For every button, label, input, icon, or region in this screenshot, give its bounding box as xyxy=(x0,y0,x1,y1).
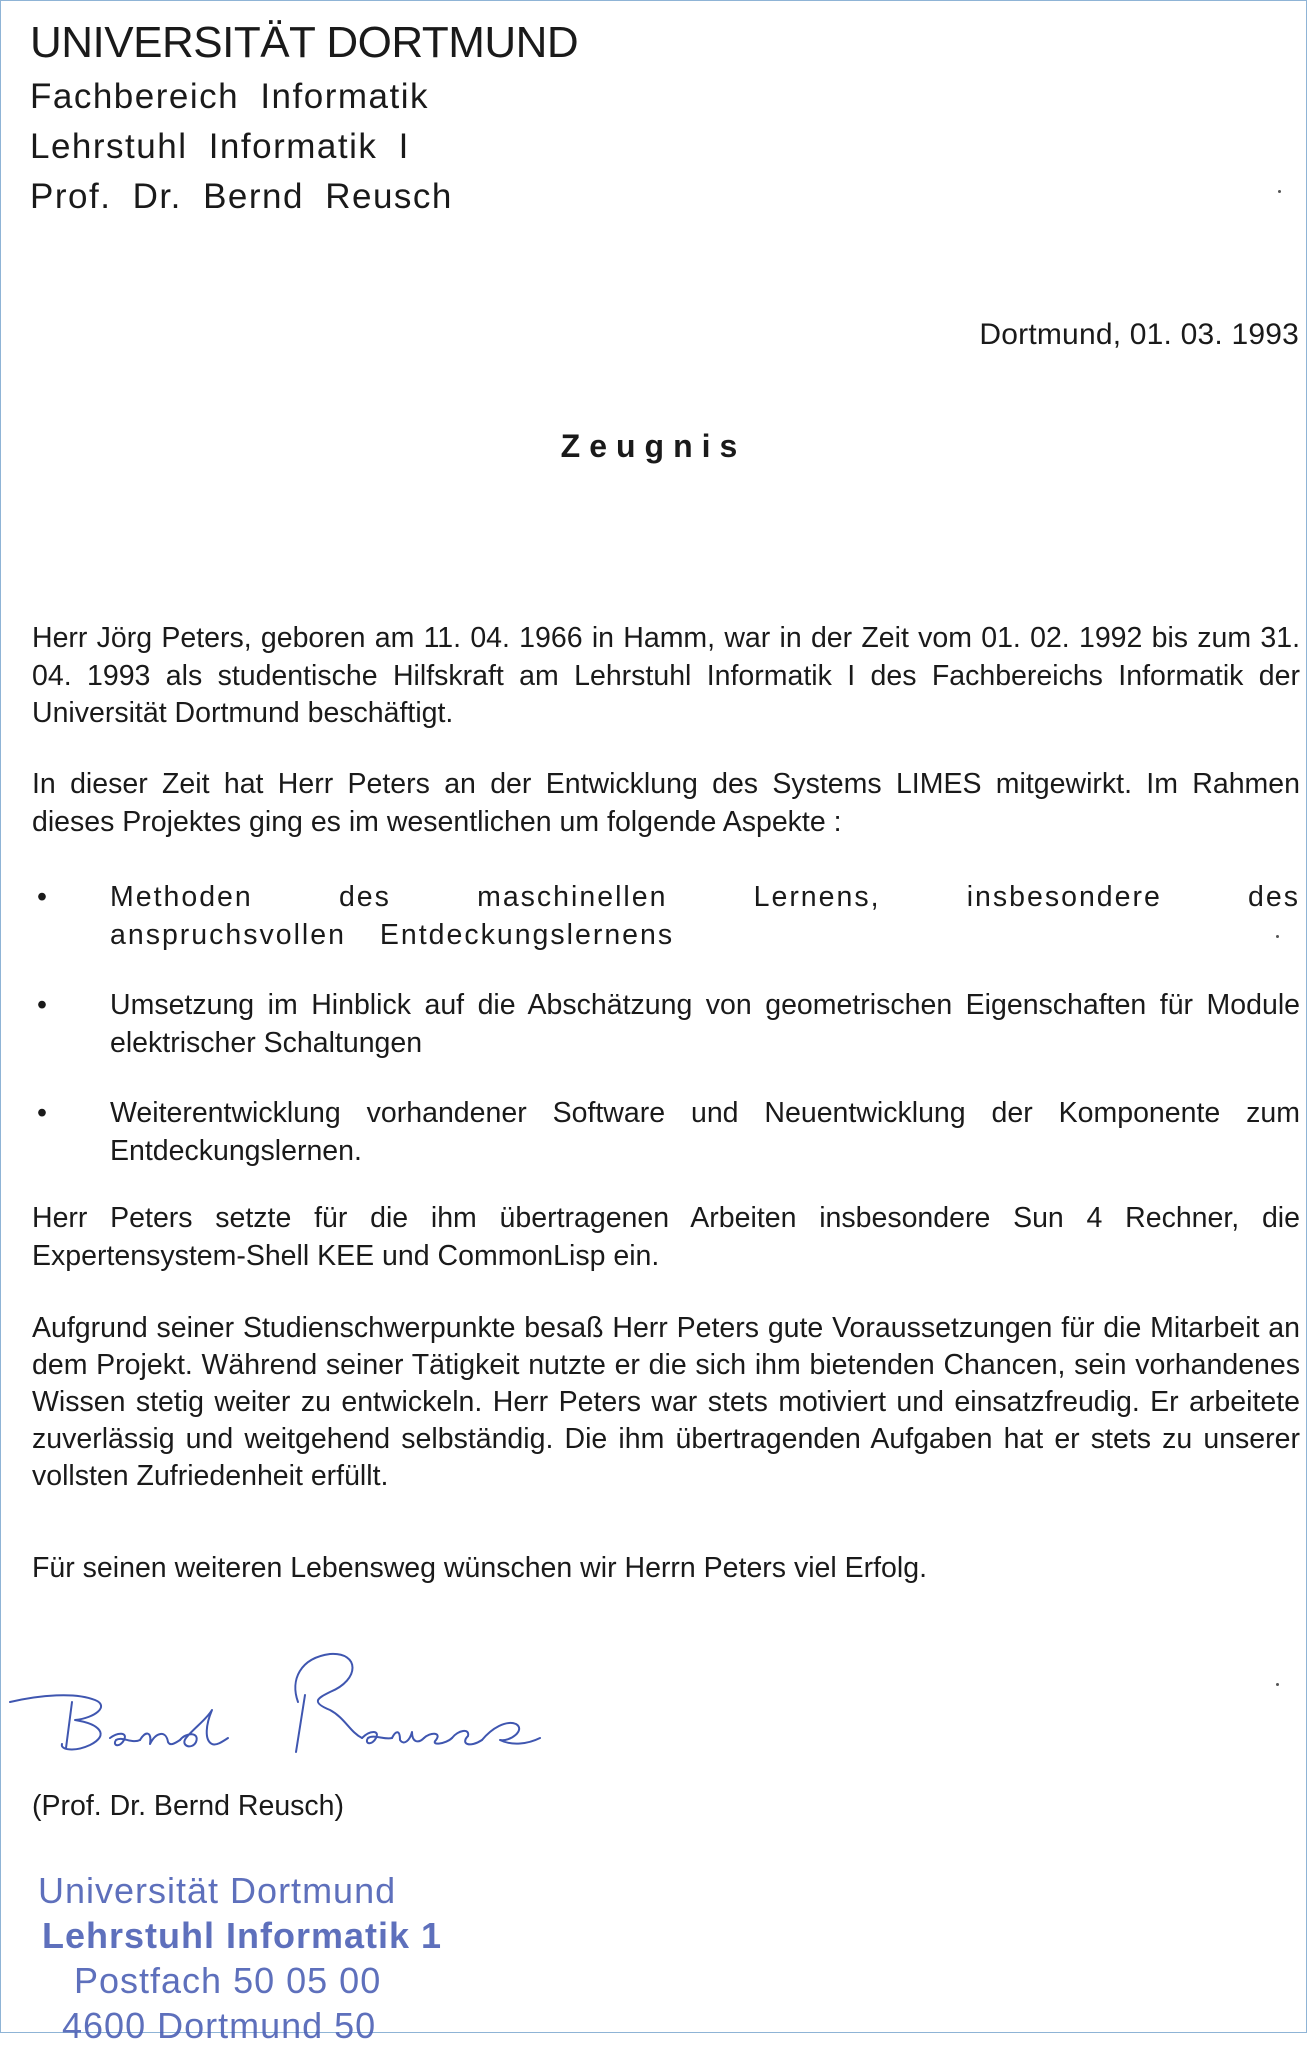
stamp-line: Universität Dortmund xyxy=(38,1870,397,1911)
handwritten-signature xyxy=(0,1640,560,1770)
paragraph-closing xyxy=(32,1550,1300,1588)
paragraph-employment xyxy=(32,620,1300,733)
paragraph-project xyxy=(32,766,1300,841)
paragraph-text: Herr Jörg Peters, geboren am 11. 04. 1966 in Hamm, war in der Zeit vom 01. 02. 1992 bis zum 31. 04. 1993 als studentische Hilfskraft am Lehrstuhl Informatik I des Fachbereichs Informatik der Universität Dortmund beschäftigt. xyxy=(32,622,1300,729)
bullet-item xyxy=(32,878,1300,954)
bullet-item xyxy=(32,986,1300,1062)
bullet-text: Umsetzung im Hinblick auf die Abschätzung von geometrischen Eigenschaften für Module elektrischer Schaltungen xyxy=(110,989,1300,1059)
paragraph-text: Herr Peters setzte für die ihm übertragenen Arbeiten insbesondere Sun 4 Rechner, die Expertensystem-Shell KEE und CommonLisp ein. xyxy=(32,1202,1300,1272)
scan-speck xyxy=(1276,935,1279,938)
scan-speck xyxy=(1276,1683,1279,1686)
stamp-line: Lehrstuhl Informatik 1 xyxy=(42,1915,443,1956)
university-name: UNIVERSITÄT DORTMUND xyxy=(30,18,579,67)
scan-speck xyxy=(1278,190,1281,193)
signer-name: (Prof. Dr. Bernd Reusch) xyxy=(32,1790,345,1822)
paragraph-text: In dieser Zeit hat Herr Peters an der Entwicklung des Systems LIMES mitgewirkt. Im Rahmen dieses Projektes ging es im wesentlichen um folgende Aspekte : xyxy=(32,768,1300,838)
bullet-text: Weiterentwicklung vorhandener Software und Neuentwicklung der Komponente zum Entdeckungslernen. xyxy=(110,1097,1300,1167)
bullet-icon: • xyxy=(37,1097,47,1129)
bullet-item xyxy=(32,1094,1300,1170)
paragraph-tools xyxy=(32,1200,1300,1275)
paragraph-text: Aufgrund seiner Studienschwerpunkte besaß Herr Peters gute Voraussetzungen für die Mitarbeit an dem Projekt. Während seiner Tätigkeit nutzte er die sich ihm bietenden Chancen, sein vorhandenes Wissen stetig weiter zu entwickeln. Herr Peters war stets motiviert und einsatzfreudig. Er arbeitete zuverlässig und weitgehend selbständig. Die ihm übertragenden Aufgaben hat er stets zu unserer vollsten Zufriedenheit erfüllt. xyxy=(32,1312,1300,1492)
institution-stamp xyxy=(38,1868,442,2048)
bullet-icon: • xyxy=(37,881,47,913)
chair-name: Lehrstuhl Informatik I xyxy=(30,127,410,166)
bullet-text: Methoden des maschinellen Lernens, insbesondere des anspruchsvollen Entdeckungslernens xyxy=(110,881,1300,951)
department-name: Fachbereich Informatik xyxy=(30,77,429,116)
stamp-line: 4600 Dortmund 50 xyxy=(62,2005,377,2046)
paragraph-evaluation xyxy=(32,1310,1300,1495)
letterhead xyxy=(30,14,578,222)
letter-date: Dortmund, 01. 03. 1993 xyxy=(979,318,1299,351)
bullet-icon: • xyxy=(37,989,47,1021)
stamp-line: Postfach 50 05 00 xyxy=(74,1960,382,2001)
professor-name: Prof. Dr. Bernd Reusch xyxy=(30,177,453,216)
paragraph-text: Für seinen weiteren Lebensweg wünschen wir Herrn Peters viel Erfolg. xyxy=(32,1552,928,1584)
document-title: Zeugnis xyxy=(560,428,747,464)
